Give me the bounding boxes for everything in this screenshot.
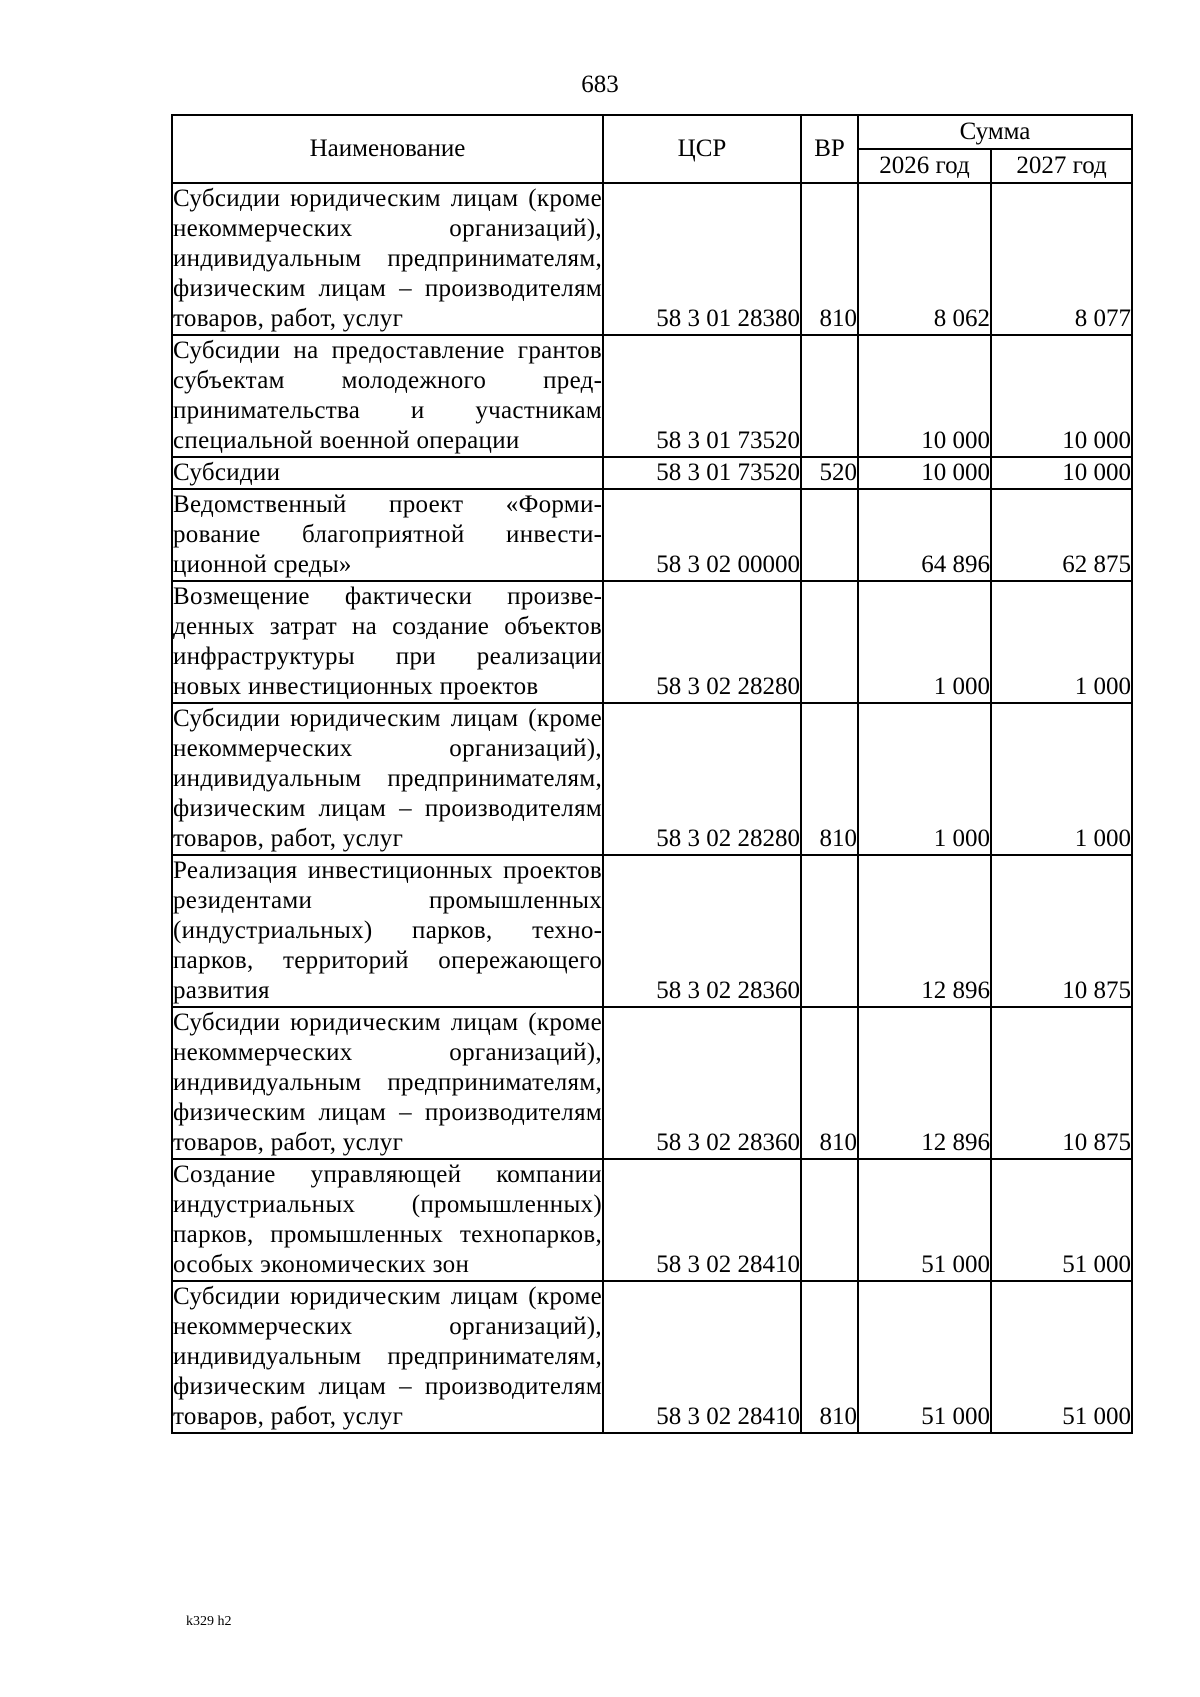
row-sum-2027: 62 875 [991,489,1132,581]
row-sum-2027: 51 000 [991,1281,1132,1433]
row-sum-2026: 12 896 [858,855,991,1007]
row-vr: 810 [801,1007,858,1159]
row-name: Реализация инвестиционных проектов резидентами промышленных (индустриальных) парков, технопарков, территорий опережающего развития [172,855,603,1007]
table-row [172,1007,1132,1159]
row-sum-2026: 51 000 [858,1281,991,1433]
row-csr: 58 3 01 73520 [603,457,801,489]
row-sum-2026: 1 000 [858,581,991,703]
row-vr [801,855,858,1007]
header-vr: ВР [801,115,858,183]
row-name: Субсидии юридическим лицам (кроме некоммерческих организаций), индивидуальным предпринимателям, физическим лицам – производителям товаров, работ, услуг [172,703,603,855]
table-row [172,1281,1132,1433]
row-csr: 58 3 02 00000 [603,489,801,581]
row-sum-2027: 51 000 [991,1159,1132,1281]
row-name: Ведомственный проект «Формирование благоприятной инвестиционной среды» [172,489,603,581]
row-sum-2026: 64 896 [858,489,991,581]
row-sum-2026: 12 896 [858,1007,991,1159]
header-name: Наименование [172,115,603,183]
row-name: Субсидии [172,457,603,489]
row-sum-2027: 8 077 [991,183,1132,335]
table-row [172,457,1132,489]
table-row [172,183,1132,335]
row-name: Субсидии юридическим лицам (кроме некоммерческих организаций), индивидуальным предпринимателям, физическим лицам – производителям товаров, работ, услуг [172,1007,603,1159]
table-row [172,1159,1132,1281]
row-csr: 58 3 02 28360 [603,1007,801,1159]
row-sum-2026: 10 000 [858,335,991,457]
row-vr [801,335,858,457]
row-sum-2026: 8 062 [858,183,991,335]
row-name: Создание управляющей компании индустриальных (промышленных) парков, промышленных технопарков, особых экономических зон [172,1159,603,1281]
page-number: 683 [581,71,619,98]
row-name: Субсидии юридическим лицам (кроме некоммерческих организаций), индивидуальным предпринимателям, физическим лицам – производителям товаров, работ, услуг [172,1281,603,1433]
row-sum-2026: 51 000 [858,1159,991,1281]
row-sum-2026: 10 000 [858,457,991,489]
row-vr: 810 [801,183,858,335]
row-sum-2026: 1 000 [858,703,991,855]
row-vr: 810 [801,703,858,855]
row-sum-2027: 10 000 [991,457,1132,489]
table-row [172,489,1132,581]
row-vr: 520 [801,457,858,489]
row-sum-2027: 10 875 [991,1007,1132,1159]
row-vr [801,1159,858,1281]
footer-code: k329 h2 [186,1614,232,1629]
row-csr: 58 3 01 28380 [603,183,801,335]
table-row [172,855,1132,1007]
row-name: Субсидии на предоставление грантов субъектам молодежного предпринимательства и участникам специальной военной операции [172,335,603,457]
row-sum-2027: 1 000 [991,581,1132,703]
row-vr [801,581,858,703]
header-csr: ЦСР [603,115,801,183]
row-vr: 810 [801,1281,858,1433]
row-sum-2027: 10 000 [991,335,1132,457]
table-body [172,183,1132,1433]
row-name: Субсидии юридическим лицам (кроме некоммерческих организаций), индивидуальным предпринимателям, физическим лицам – производителям товаров, работ, услуг [172,183,603,335]
row-csr: 58 3 02 28280 [603,581,801,703]
table-row [172,581,1132,703]
row-csr: 58 3 02 28280 [603,703,801,855]
table-header [172,115,1132,183]
row-name: Возмещение фактически произведенных затрат на создание объектов инфраструктуры при реализации новых инвестиционных проектов [172,581,603,703]
row-vr [801,489,858,581]
budget-table [171,114,1133,1434]
row-csr: 58 3 02 28410 [603,1159,801,1281]
header-year-2026: 2026 год [858,149,991,183]
table-row [172,703,1132,855]
row-sum-2027: 1 000 [991,703,1132,855]
row-csr: 58 3 02 28360 [603,855,801,1007]
header-sum: Сумма [858,115,1132,149]
row-csr: 58 3 02 28410 [603,1281,801,1433]
header-year-2027: 2027 год [991,149,1132,183]
row-sum-2027: 10 875 [991,855,1132,1007]
table-row [172,335,1132,457]
row-csr: 58 3 01 73520 [603,335,801,457]
